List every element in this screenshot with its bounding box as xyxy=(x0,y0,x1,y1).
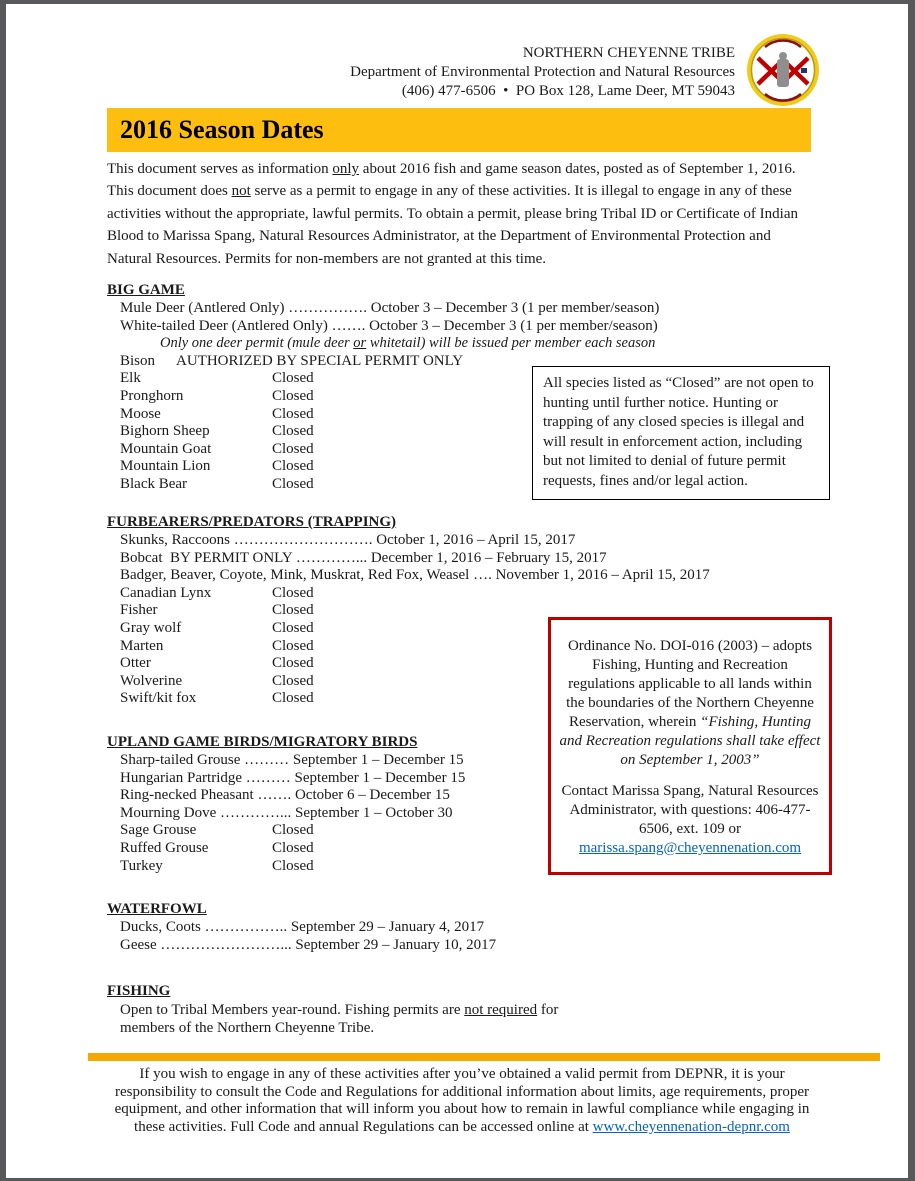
closed-row-sage-grouse xyxy=(107,822,847,840)
depnr-website-link[interactable]: www.cheyennenation-depnr.com xyxy=(592,1118,790,1135)
deer-permit-note xyxy=(107,335,847,353)
season-line-geese: Geese ……………………... September 29 – January 10, 2017 xyxy=(120,936,497,953)
species-status: Closed xyxy=(272,440,314,457)
species-label: Elk xyxy=(120,370,141,387)
species-status: Closed xyxy=(272,387,314,404)
species-label: Moose xyxy=(120,405,161,422)
species-label: Ruffed Grouse xyxy=(120,839,209,856)
species-status: Closed xyxy=(272,458,314,475)
org-contact-line: (406) 477-6506 • PO Box 128, Lame Deer, MT 59043 xyxy=(401,83,735,99)
section-heading-furbearers: FURBEARERS/PREDATORS (TRAPPING) xyxy=(107,514,397,530)
tribal-seal-icon xyxy=(745,32,821,108)
season-line-badger-group: Badger, Beaver, Coyote, Mink, Muskrat, Red Fox, Weasel …. November 1, 2016 – April 15, 2017 xyxy=(120,567,710,584)
species-label: Pronghorn xyxy=(120,387,184,404)
intro-underline-only: only xyxy=(332,161,360,177)
season-line-ring-necked-pheasant: Ring-necked Pheasant ……. October 6 – December 15 xyxy=(120,787,450,804)
section-heading-upland-birds: UPLAND GAME BIRDS/MIGRATORY BIRDS xyxy=(107,734,418,750)
species-status: Closed xyxy=(272,475,314,492)
season-line-bobcat: Bobcat BY PERMIT ONLY …………... December 1, 2016 – February 15, 2017 xyxy=(120,549,607,566)
species-status: Closed xyxy=(272,602,314,619)
ordinance-text: Ordinance No. DOI-016 (2003) – adopts Fishing, Hunting and Recreation regulations applicable to all lands within the boundaries of the Northern Cheyenne Reservation, wherein xyxy=(566,638,814,730)
season-line-whitetail-deer: White-tailed Deer (Antlered Only) ……. October 3 – December 3 (1 per member/season) xyxy=(120,317,658,334)
species-status: Closed xyxy=(272,423,314,440)
intro-text: about 2016 fish and game season dates, posted as of September 1, 2016. This document does xyxy=(107,161,796,200)
season-line-skunks-raccoons: Skunks, Raccoons ………………………. October 1, 2016 – April 15, 2017 xyxy=(120,532,576,548)
footer-text: If you wish to engage in any of these activities after you’ve obtained a valid permit from DEPNR, it is your responsibility to consult the Code and Regulations for additional information about limits, age requirements, proper equipment, and other information that will inform you about how to remain in lawful compliance while engaging in these activities. Full Code and annual Regulations can be accessed online at xyxy=(114,1066,810,1135)
org-department: Department of Environmental Protection and Natural Resources xyxy=(350,64,735,80)
season-line-sharp-tailed-grouse: Sharp-tailed Grouse ……… September 1 – December 15 xyxy=(120,752,464,768)
note-underline-or: or xyxy=(353,335,367,352)
species-label: Bison xyxy=(120,352,156,369)
season-line-hungarian-partridge: Hungarian Partridge ……… September 1 – December 15 xyxy=(120,769,466,786)
org-name: NORTHERN CHEYENNE TRIBE xyxy=(522,45,735,61)
species-label: Marten xyxy=(120,637,164,654)
species-label: Black Bear xyxy=(120,475,188,492)
season-line-mourning-dove: Mourning Dove …………... September 1 – October 30 xyxy=(120,804,453,821)
section-waterfowl xyxy=(107,900,847,954)
species-status: Closed xyxy=(272,822,314,839)
ordinance-contact: Contact Marissa Spang, Natural Resources Administrator, with questions: 406-477-6506, ext. 109 or xyxy=(561,783,819,837)
email-link[interactable]: marissa.spang@cheyennenation.com xyxy=(578,840,802,856)
note-text: whitetail) will be issued per member each season xyxy=(366,335,656,352)
species-label: Otter xyxy=(120,655,151,672)
document-page xyxy=(6,4,908,1178)
footer-divider-bar xyxy=(88,1053,880,1061)
species-status: Closed xyxy=(272,637,314,654)
species-status: Closed xyxy=(272,857,314,874)
species-label: Wolverine xyxy=(120,672,183,689)
footer-paragraph xyxy=(105,1066,819,1136)
species-status: Closed xyxy=(272,405,314,422)
season-line-mule-deer: Mule Deer (Antlered Only) ……………. October 3 – December 3 (1 per member/season) xyxy=(120,300,660,316)
section-fishing xyxy=(107,982,847,1038)
letterhead xyxy=(246,44,735,101)
closed-notice-text: All species listed as “Closed” are not open to hunting until further notice. Hunting or trapping of any closed species is illegal and will result in enforcement action, including but not limited to denial of future permit requests, fines and/or legal action. xyxy=(543,375,814,489)
fishing-underline-not-required: not required xyxy=(464,1002,538,1018)
species-label: Gray wolf xyxy=(120,619,182,636)
closed-row-canadian-lynx xyxy=(107,585,847,603)
page-title: 2016 Season Dates xyxy=(120,115,324,144)
note-text: Only one deer permit (mule deer xyxy=(160,335,354,352)
section-heading-big-game: BIG GAME xyxy=(107,282,185,298)
fishing-text: for members of the Northern Cheyenne Tribe. xyxy=(120,1002,559,1037)
species-label: Fisher xyxy=(120,602,158,619)
intro-underline-not: not xyxy=(231,183,251,200)
fishing-text: Open to Tribal Members year-round. Fishing permits are xyxy=(120,1002,465,1018)
closed-row-turkey xyxy=(107,858,847,876)
species-label: Sage Grouse xyxy=(120,822,197,839)
species-status: Closed xyxy=(272,690,314,707)
closed-row-ruffed-grouse xyxy=(107,840,847,858)
species-status: Closed xyxy=(272,619,314,636)
species-label: Canadian Lynx xyxy=(120,584,212,601)
species-status: Closed xyxy=(272,839,314,856)
fishing-paragraph xyxy=(107,1001,590,1038)
title-bar xyxy=(107,108,811,152)
closed-species-notice-box xyxy=(532,366,830,500)
species-status: Closed xyxy=(272,672,314,689)
species-label: Swift/kit fox xyxy=(120,690,197,707)
species-label: Mountain Goat xyxy=(120,440,212,457)
species-label: Turkey xyxy=(120,857,163,874)
species-label: Bighorn Sheep xyxy=(120,423,210,440)
tribal-seal-logo xyxy=(745,32,821,108)
section-heading-waterfowl: WATERFOWL xyxy=(107,901,207,917)
species-status: Closed xyxy=(272,584,314,601)
species-status: Closed xyxy=(272,655,314,672)
section-upland-birds xyxy=(107,733,847,875)
section-heading-fishing: FISHING xyxy=(107,983,171,999)
species-status: AUTHORIZED BY SPECIAL PERMIT ONLY xyxy=(176,352,464,369)
intro-text: This document serves as information xyxy=(107,161,333,177)
ordinance-quote: “Fishing, Hunting and Recreation regulations shall take effect on September 1, 2003” xyxy=(559,714,821,768)
species-label: Mountain Lion xyxy=(120,458,211,475)
species-status: Closed xyxy=(272,370,314,387)
intro-text: serve as a permit to engage in any of these activities. It is illegal to engage in any of these activities without the appropriate, lawful permits. To obtain a permit, please bring Tribal ID or Certificate of Indian Blood to Marissa Spang, Natural Resources Administrator, at the Department of Environmental Protection and Natural Resources. Permits for non-members are not granted at this time. xyxy=(107,183,798,267)
season-line-ducks-coots: Ducks, Coots …………….. September 29 – January 4, 2017 xyxy=(120,919,485,935)
intro-paragraph xyxy=(107,158,816,270)
